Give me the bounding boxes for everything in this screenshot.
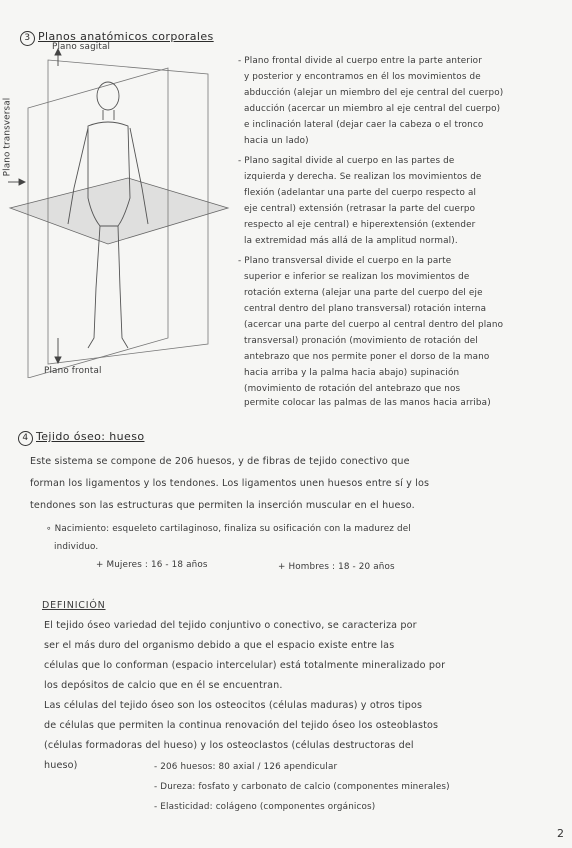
definition-line: hueso) (44, 760, 78, 771)
planes-line: permite colocar las palmas de las manos hacia arriba) (244, 398, 491, 408)
definition-line: células que lo conforman (espacio intercelular) está totalmente mineralizado por (44, 660, 446, 671)
definition-title-text: DEFINICIÓN (42, 600, 106, 611)
planes-line: eje central) extensión (retrasar la parte del cuerpo (244, 204, 476, 214)
planes-line: hacia un lado) (244, 136, 309, 146)
bone-line: individuo. (54, 542, 99, 552)
planes-line: (acercar una parte del cuerpo al central dentro del plano (244, 320, 504, 330)
planes-line: antebrazo que nos permite poner el dorso de la mano (244, 352, 490, 362)
definition-title (42, 600, 106, 611)
definition-line: de células que permiten la continua renovación del tejido óseo los osteoblastos (44, 720, 439, 731)
planes-line: - Plano sagital divide al cuerpo en las partes de (238, 156, 455, 166)
planes-line: la extremidad más allá de la amplitud normal). (244, 236, 458, 246)
section-3-title: Planos anatómicos corporales (38, 30, 214, 43)
planes-line: - Plano transversal divide el cuerpo en la parte (238, 256, 452, 266)
definition-line: Las células del tejido óseo son los osteocitos (células maduras) y otros tipos (44, 700, 423, 711)
bone-line: ∘ Nacimiento: esqueleto cartilaginoso, finaliza su osificación con la madurez del (46, 524, 411, 534)
label-plano-transversal: Plano transversal (2, 97, 13, 177)
section-4-number: 4 (18, 431, 33, 446)
section-4-heading (18, 430, 144, 446)
planes-line: rotación externa (alejar una parte del cuerpo del eje (244, 288, 483, 298)
planes-line: superior e inferior se realizan los movimientos de (244, 272, 470, 282)
bone-line: tendones son las estructuras que permiten la inserción muscular en el hueso. (30, 500, 415, 511)
women-age: + Mujeres : 16 - 18 años (96, 560, 208, 570)
planes-line: abducción (alejar un miembro del eje central del cuerpo) (244, 88, 504, 98)
planes-line: respecto al eje central) e hiperextensión (extender (244, 220, 476, 230)
planes-line: izquierda y derecha. Se realizan los movimientos de (244, 172, 482, 182)
page-number: 2 (557, 827, 564, 840)
planes-line: transversal) pronación (movimiento de rotación del (244, 336, 478, 346)
men-age: + Hombres : 18 - 20 años (278, 562, 395, 572)
planes-line: e inclinación lateral (dejar caer la cabeza o el tronco (244, 120, 484, 130)
definition-bullet: - Elasticidad: colágeno (componentes orgánicos) (154, 802, 376, 812)
planes-line: central dentro del plano transversal) rotación interna (244, 304, 487, 314)
section-4-title: Tejido óseo: hueso (36, 430, 145, 443)
definition-line: los depósitos de calcio que en él se encuentran. (44, 680, 283, 691)
definition-line: (células formadoras del hueso) y los osteoclastos (células destructoras del (44, 740, 414, 751)
bone-line: forman los ligamentos y los tendones. Los ligamentos unen huesos entre sí y los (30, 478, 430, 489)
planes-line: y posterior y encontramos en él los movimientos de (244, 72, 481, 82)
label-plano-frontal: Plano frontal (44, 366, 102, 376)
bone-line: Este sistema se compone de 206 huesos, y de fibras de tejido conectivo que (30, 456, 410, 467)
planes-line: flexión (adelantar una parte del cuerpo respecto al (244, 188, 477, 198)
definition-bullet: - Dureza: fosfato y carbonato de calcio (componentes minerales) (154, 782, 450, 792)
section-3-heading (20, 30, 214, 46)
planes-line: hacia arriba y la palma hacia abajo) supinación (244, 368, 460, 378)
definition-bullet: - 206 huesos: 80 axial / 126 apendicular (154, 762, 338, 772)
label-plano-sagital: Plano sagital (52, 42, 111, 52)
anatomical-planes-drawing (8, 48, 230, 378)
definition-line: ser el más duro del organismo debido a que el espacio existe entre las (44, 640, 395, 651)
planes-line: - Plano frontal divide al cuerpo entre la parte anterior (238, 56, 482, 66)
anatomical-planes-figure (2, 42, 230, 378)
planes-line: (movimiento de rotación del antebrazo que nos (244, 384, 461, 394)
definition-line: El tejido óseo variedad del tejido conjuntivo o conectivo, se caracteriza por (44, 620, 417, 631)
section-3-number: 3 (20, 31, 35, 46)
planes-line: aducción (acercar un miembro al eje central del cuerpo) (244, 104, 501, 114)
